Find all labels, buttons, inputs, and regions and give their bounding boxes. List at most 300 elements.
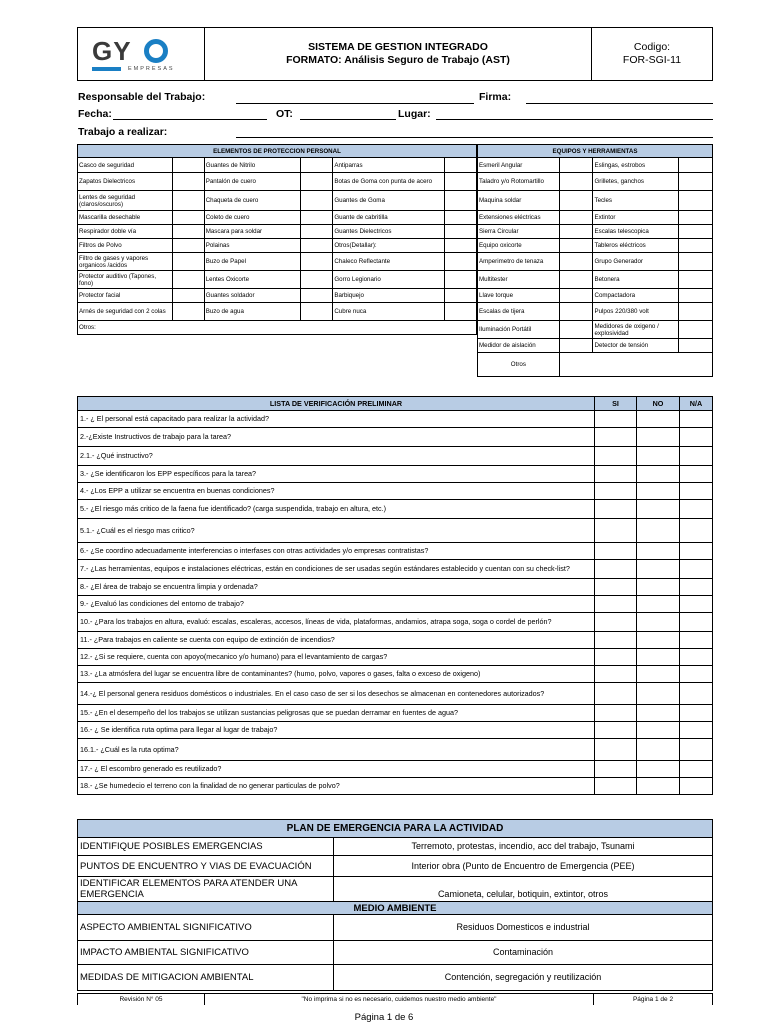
equipos-otros-label: Otros: [478, 353, 560, 377]
checklist-no-box[interactable]: [637, 683, 680, 705]
plan-label: IDENTIFICAR ELEMENTOS PARA ATENDER UNA EMERGENCIA: [78, 877, 334, 902]
checklist-si-box[interactable]: [595, 761, 637, 778]
equipo-check-box[interactable]: [559, 173, 593, 191]
equipo-check-box[interactable]: [679, 225, 713, 239]
plan-title: PLAN DE EMERGENCIA PARA LA ACTIVIDAD: [78, 820, 713, 838]
medio-title-row: [78, 902, 713, 915]
epp-item-label: Mascara para soldar: [204, 225, 301, 239]
equipo-item-label: Grilletes, ganchos: [593, 173, 679, 191]
checklist-question: 18.- ¿Se humedecio el terreno con la finalidad de no generar particulas de polvo?: [78, 778, 595, 795]
epp-check-box[interactable]: [301, 158, 333, 173]
epp-item-label: Cubre nuca: [333, 303, 445, 321]
equipo-item-label: Esmeril Angular: [478, 158, 560, 173]
checklist-row: [78, 519, 713, 543]
equipo-check-box[interactable]: [679, 253, 713, 271]
checklist-na-box[interactable]: [680, 500, 713, 519]
epp-check-box[interactable]: [445, 271, 477, 289]
checklist-row: [78, 778, 713, 795]
epp-check-box[interactable]: [172, 158, 204, 173]
epp-item-label: Lentes Oxicorte: [204, 271, 301, 289]
equipo-item-label: Equipo oxicorte: [478, 239, 560, 253]
epp-item-label: Lentes de seguridad (claros/oscuros): [78, 191, 173, 211]
checklist-na-box[interactable]: [680, 649, 713, 666]
ot-field[interactable]: [300, 119, 396, 120]
checklist-na-box[interactable]: [680, 596, 713, 613]
epp-item-label: Polainas: [204, 239, 301, 253]
epp-row: [78, 253, 477, 271]
epp-item-label: Guantes Dielectricos: [333, 225, 445, 239]
checklist-na-box[interactable]: [680, 705, 713, 722]
equipo-item-label: Betonera: [593, 271, 679, 289]
checklist-na-box[interactable]: [680, 739, 713, 761]
medio-title: MEDIO AMBIENTE: [78, 902, 713, 915]
equipo-item-label: Medidores de oxigeno / explosividad: [593, 321, 679, 339]
checklist-no-box[interactable]: [637, 519, 680, 543]
epp-otros-field[interactable]: Otros:: [78, 321, 477, 335]
checklist-row: [78, 596, 713, 613]
checklist-si-box[interactable]: [595, 649, 637, 666]
epp-item-label: Filtro de gases y vapores organicos /acidos: [78, 253, 173, 271]
plan-label: IDENTIFIQUE POSIBLES EMERGENCIAS: [78, 838, 334, 856]
equipos-row: [478, 225, 713, 239]
medio-row: [78, 965, 713, 991]
epp-row: [78, 225, 477, 239]
checklist-si-box[interactable]: [595, 543, 637, 560]
epp-check-box[interactable]: [301, 303, 333, 321]
checklist-no-box[interactable]: [637, 500, 680, 519]
equipo-check-box[interactable]: [679, 289, 713, 303]
checklist-na-box[interactable]: [680, 683, 713, 705]
ot-label: OT:: [276, 108, 293, 120]
equipos-row: [478, 191, 713, 211]
checklist-na-box[interactable]: [680, 411, 713, 428]
checklist-si-box[interactable]: [595, 500, 637, 519]
epp-title: ELEMENTOS DE PROTECCION PERSONAL: [78, 145, 477, 158]
checklist-na-box[interactable]: [680, 560, 713, 579]
equipo-item-label: Escalas de tijera: [478, 303, 560, 321]
equipo-check-box[interactable]: [559, 253, 593, 271]
checklist-na-box[interactable]: [680, 428, 713, 447]
equipos-row: [478, 173, 713, 191]
checklist-si-box[interactable]: [595, 466, 637, 483]
firma-field[interactable]: [526, 103, 713, 104]
checklist-si-box[interactable]: [595, 613, 637, 632]
equipo-item-label: Medidor de aislación: [478, 339, 560, 353]
epp-check-box[interactable]: [172, 239, 204, 253]
equipo-check-box[interactable]: [559, 225, 593, 239]
checklist-no-box[interactable]: [637, 632, 680, 649]
epp-check-box[interactable]: [301, 271, 333, 289]
epp-item-label: Guantes soldador: [204, 289, 301, 303]
epp-item-label: Protector facial: [78, 289, 173, 303]
checklist-na-box[interactable]: [680, 613, 713, 632]
medio-value: Residuos Domesticos e industrial: [334, 915, 713, 941]
equipo-item-label: Multitester: [478, 271, 560, 289]
equipo-item-label: Tableros eléctricos: [593, 239, 679, 253]
epp-row: [78, 173, 477, 191]
checklist-question: 6.- ¿Se coordino adecuadamente interferencias o interfases con otras actividades y/o empresas contratistas?: [78, 543, 595, 560]
epp-row: [78, 289, 477, 303]
checklist-question: 11.- ¿Para trabajos en caliente se cuenta con equipo de extinción de incendios?: [78, 632, 595, 649]
equipo-check-box[interactable]: [679, 271, 713, 289]
epp-item-label: Guantes de Goma: [333, 191, 445, 211]
checklist-si-box[interactable]: [595, 705, 637, 722]
epp-check-box[interactable]: [172, 225, 204, 239]
equipo-check-box[interactable]: [679, 191, 713, 211]
checklist-si-box[interactable]: [595, 483, 637, 500]
checklist-question: 14.-¿ El personal genera residuos domésticos o industriales. En el caso caso de ser si los desechos se almacenan en contenedores autorizados?: [78, 683, 595, 705]
equipo-check-box[interactable]: [679, 321, 713, 339]
checklist-no-box[interactable]: [637, 778, 680, 795]
checklist-title: LISTA DE VERIFICACIÓN PRELIMINAR: [78, 397, 595, 411]
checklist-no-box[interactable]: [637, 613, 680, 632]
checklist-no-box[interactable]: [637, 543, 680, 560]
checklist-question: 2.1.- ¿Qué instructivo?: [78, 447, 595, 466]
epp-item-label: Barbiquejo: [333, 289, 445, 303]
firma-label: Firma:: [479, 91, 512, 103]
epp-item-label: Botas de Goma con punta de acero: [333, 173, 445, 191]
checklist-question: 13.- ¿La atmósfera del lugar se encuentra libre de contaminantes? (humo, polvo, vapores o gases, falta o exceso de oxigeno): [78, 666, 595, 683]
checklist-si-box[interactable]: [595, 579, 637, 596]
checklist-no-box[interactable]: [637, 447, 680, 466]
epp-check-box[interactable]: [172, 211, 204, 225]
epp-item-label: Zapatos Dielectricos: [78, 173, 173, 191]
trabajo-field[interactable]: [236, 137, 713, 138]
footer-note: "No imprima si no es necesario, cuidemos nuestro medio ambiente": [205, 994, 594, 1005]
checklist-row: [78, 500, 713, 519]
trabajo-label: Trabajo a realizar:: [78, 126, 168, 138]
epp-check-box[interactable]: [301, 225, 333, 239]
checklist-si-box[interactable]: [595, 560, 637, 579]
medio-label: ASPECTO AMBIENTAL SIGNIFICATIVO: [78, 915, 334, 941]
epp-item-label: Buzo de agua: [204, 303, 301, 321]
title-line-2: FORMATO: Análisis Seguro de Trabajo (AST): [286, 54, 510, 66]
equipo-check-box[interactable]: [559, 339, 593, 353]
fecha-field[interactable]: [113, 119, 267, 120]
equipo-item-label: Llave torque: [478, 289, 560, 303]
epp-check-box[interactable]: [301, 191, 333, 211]
checklist-row: [78, 428, 713, 447]
equipos-title: EQUIPOS Y HERRAMIENTAS: [478, 145, 713, 158]
epp-check-box[interactable]: [301, 253, 333, 271]
equipos-row: [478, 211, 713, 225]
checklist-question: 17.- ¿ El escombro generado es reutilizado?: [78, 761, 595, 778]
epp-item-label: Protector auditivo (Tapones, fono): [78, 271, 173, 289]
checklist-row: [78, 447, 713, 466]
page-number: Página 1 de 6: [354, 1012, 414, 1023]
equipo-item-label: Sierra Circular: [478, 225, 560, 239]
checklist-na-box[interactable]: [680, 543, 713, 560]
checklist-si-box[interactable]: [595, 519, 637, 543]
checklist-no-box[interactable]: [637, 649, 680, 666]
equipo-check-box[interactable]: [679, 303, 713, 321]
epp-item-label: Guante de cabritilla: [333, 211, 445, 225]
checklist-no-box[interactable]: [637, 579, 680, 596]
plan-table: [77, 819, 713, 991]
revision-text: Revisión N° 05: [78, 994, 205, 1005]
equipo-item-label: Escalas telescopica: [593, 225, 679, 239]
epp-item-label: Mascarilla desechable: [78, 211, 173, 225]
checklist-no-box[interactable]: [637, 466, 680, 483]
plan-row: [78, 856, 713, 877]
epp-check-box[interactable]: [445, 191, 477, 211]
checklist-row: [78, 739, 713, 761]
logo-ring-icon: [144, 39, 168, 63]
epp-row: [78, 303, 477, 321]
checklist-na-box[interactable]: [680, 519, 713, 543]
checklist-si-box[interactable]: [595, 683, 637, 705]
epp-item-label: Respirador doble vía: [78, 225, 173, 239]
plan-value: Interior obra (Punto de Encuentro de Emergencia (PEE): [334, 856, 713, 877]
checklist-na-box[interactable]: [680, 632, 713, 649]
epp-row: [78, 271, 477, 289]
epp-item-label: Pantalón de cuero: [204, 173, 301, 191]
responsable-label: Responsable del Trabajo:: [78, 91, 206, 103]
epp-item-label: Arnés de seguridad con 2 colas: [78, 303, 173, 321]
epp-check-box[interactable]: [445, 303, 477, 321]
checklist-no-box[interactable]: [637, 705, 680, 722]
equipos-row: [478, 253, 713, 271]
logo-bar: [92, 67, 121, 71]
equipo-item-label: Grupo Generador: [593, 253, 679, 271]
code-label: Codigo:: [633, 41, 671, 53]
lugar-field[interactable]: [436, 119, 713, 120]
equipo-item-label: Extintor: [593, 211, 679, 225]
checklist-question: 10.- ¿Para los trabajos en altura, evaluó: escalas, escaleras, accesos, líneas de vida, plataformas, andamios, atrapa soga, soga o cordel de perlón?: [78, 613, 595, 632]
checklist-si-box[interactable]: [595, 722, 637, 739]
epp-item-label: Casco de seguridad: [78, 158, 173, 173]
responsable-field[interactable]: [236, 103, 474, 104]
equipos-row: [478, 339, 713, 353]
logo-subtitle: EMPRESAS: [128, 66, 175, 72]
equipo-check-box[interactable]: [559, 158, 593, 173]
lugar-label: Lugar:: [398, 108, 431, 120]
company-logo: [78, 28, 205, 80]
medio-label: IMPACTO AMBIENTAL SIGNIFICATIVO: [78, 941, 334, 965]
checklist-si-box[interactable]: [595, 447, 637, 466]
epp-item-label: Coleto de cuero: [204, 211, 301, 225]
checklist-row: [78, 722, 713, 739]
checklist-question: 16.- ¿ Se identifica ruta optima para llegar al lugar de trabajo?: [78, 722, 595, 739]
equipos-row: [478, 289, 713, 303]
checklist-question: 15.- ¿En el desempeño del los trabajos se utilizan sustancias peligrosas que se puedan derramar en fuentes de agua?: [78, 705, 595, 722]
checklist-row: [78, 761, 713, 778]
document-header: [77, 27, 713, 81]
checklist-row: [78, 666, 713, 683]
checklist-na-box[interactable]: [680, 666, 713, 683]
checklist-na-box[interactable]: [680, 483, 713, 500]
footer-page-box: Página 1 de 2: [632, 996, 674, 1003]
equipo-check-box[interactable]: [559, 211, 593, 225]
checklist-no-box[interactable]: [637, 761, 680, 778]
equipo-check-box[interactable]: [559, 321, 593, 339]
checklist-si-box[interactable]: [595, 596, 637, 613]
page-footer: [77, 993, 713, 1005]
checklist-si-box[interactable]: [595, 411, 637, 428]
equipo-item-label: Tecles: [593, 191, 679, 211]
epp-check-box[interactable]: [445, 225, 477, 239]
epp-check-box[interactable]: [445, 289, 477, 303]
equipo-item-label: Detector de tensión: [593, 339, 679, 353]
epp-row: [78, 239, 477, 253]
na-header: N/A: [680, 397, 713, 411]
equipo-check-box[interactable]: [679, 339, 713, 353]
document-code: [592, 28, 712, 80]
epp-item-label: Buzo de Papel: [204, 253, 301, 271]
equipo-item-label: Compactadora: [593, 289, 679, 303]
epp-item-label: Antiparras: [333, 158, 445, 173]
plan-value: Camioneta, celular, botiquin, extintor, otros: [334, 877, 713, 902]
epp-check-box[interactable]: [172, 253, 204, 271]
epp-row: [78, 211, 477, 225]
epp-item-label: Guantes de Nitrilo: [204, 158, 301, 173]
plan-row: [78, 838, 713, 856]
checklist-na-box[interactable]: [680, 447, 713, 466]
checklist-row: [78, 632, 713, 649]
checklist-row: [78, 649, 713, 666]
epp-item-label: Chaqueta de cuero: [204, 191, 301, 211]
checklist-row: [78, 543, 713, 560]
equipo-item-label: Maquina soldar: [478, 191, 560, 211]
checklist-row: [78, 613, 713, 632]
equipo-check-box[interactable]: [559, 239, 593, 253]
checklist-question: 5.1.- ¿Cuál es el riesgo mas critico?: [78, 519, 595, 543]
equipo-check-box[interactable]: [679, 211, 713, 225]
epp-check-box[interactable]: [445, 173, 477, 191]
plan-value: Terremoto, protestas, incendio, acc del trabajo, Tsunami: [334, 838, 713, 856]
medio-row: [78, 915, 713, 941]
equipo-check-box[interactable]: [559, 271, 593, 289]
checklist-no-box[interactable]: [637, 411, 680, 428]
equipos-row: [478, 271, 713, 289]
checklist-row: [78, 411, 713, 428]
checklist-no-box[interactable]: [637, 428, 680, 447]
checklist-si-box[interactable]: [595, 739, 637, 761]
equipos-row: [478, 158, 713, 173]
equipo-item-label: Pulpos 220/380 volt: [593, 303, 679, 321]
epp-item-label: Otros(Detallar):: [333, 239, 445, 253]
medio-label: MEDIDAS DE MITIGACION AMBIENTAL: [78, 965, 334, 991]
checklist-question: 1.- ¿ El personal está capacitado para realizar la actividad?: [78, 411, 595, 428]
epp-row: [78, 158, 477, 173]
checklist-question: 9.- ¿Evaluó las condiciones del entorno de trabajo?: [78, 596, 595, 613]
equipo-item-label: Amperimetro de tenaza: [478, 253, 560, 271]
checklist-si-box[interactable]: [595, 666, 637, 683]
equipo-item-label: Taladro y/o Rotomartillo: [478, 173, 560, 191]
epp-check-box[interactable]: [445, 253, 477, 271]
epp-table: [77, 144, 477, 335]
epp-check-box[interactable]: [301, 289, 333, 303]
checklist-no-box[interactable]: [637, 722, 680, 739]
checklist-na-box[interactable]: [680, 466, 713, 483]
checklist-na-box[interactable]: [680, 579, 713, 596]
equipo-check-box[interactable]: [679, 173, 713, 191]
checklist-row: [78, 705, 713, 722]
checklist-table: [77, 396, 713, 795]
epp-check-box[interactable]: [445, 211, 477, 225]
checklist-si-box[interactable]: [595, 428, 637, 447]
equipo-check-box[interactable]: [559, 303, 593, 321]
checklist-question: 5.- ¿El riesgo más critico de la faena fue identificado? (carga suspendida, trabajo en altura, etc.): [78, 500, 595, 519]
plan-label: PUNTOS DE ENCUENTRO Y VIAS DE EVACUACIÓN: [78, 856, 334, 877]
medio-value: Contaminación: [334, 941, 713, 965]
checklist-no-box[interactable]: [637, 596, 680, 613]
checklist-question: 8.- ¿El área de trabajo se encuentra limpia y ordenada?: [78, 579, 595, 596]
medio-value: Contención, segregación y reutilización: [334, 965, 713, 991]
epp-check-box[interactable]: [172, 289, 204, 303]
epp-check-box[interactable]: [301, 173, 333, 191]
fecha-label: Fecha:: [78, 108, 112, 120]
equipos-otros-row: [478, 353, 713, 377]
checklist-question: 16.1.- ¿Cuál es la ruta optima?: [78, 739, 595, 761]
equipo-check-box[interactable]: [559, 289, 593, 303]
checklist-row: [78, 683, 713, 705]
checklist-row: [78, 483, 713, 500]
checklist-no-box[interactable]: [637, 739, 680, 761]
checklist-question: 7.- ¿Las herramientas, equipos e instalaciones eléctricas, están en condiciones de ser usadas según estándares establecido y cuentan con su check-list?: [78, 560, 595, 579]
document-title: [205, 28, 592, 80]
epp-check-box[interactable]: [172, 271, 204, 289]
checklist-no-box[interactable]: [637, 483, 680, 500]
equipo-item-label: Eslingas, estrobos: [593, 158, 679, 173]
epp-check-box[interactable]: [445, 239, 477, 253]
equipo-item-label: Iluminación Portátil: [478, 321, 560, 339]
checklist-na-box[interactable]: [680, 761, 713, 778]
epp-item-label: Gorro Legionario: [333, 271, 445, 289]
checklist-no-box[interactable]: [637, 666, 680, 683]
epp-otros-row: [78, 321, 477, 335]
checklist-no-box[interactable]: [637, 560, 680, 579]
epp-row: [78, 191, 477, 211]
checklist-question: 12.- ¿Si se requiere, cuenta con apoyo(mecanico y/o humano) para el levantamiento de cargas?: [78, 649, 595, 666]
medio-row: [78, 941, 713, 965]
checklist-na-box[interactable]: [680, 778, 713, 795]
checklist-row: [78, 466, 713, 483]
checklist-si-box[interactable]: [595, 632, 637, 649]
epp-check-box[interactable]: [172, 303, 204, 321]
checklist-row: [78, 579, 713, 596]
plan-row: [78, 877, 713, 902]
no-header: NO: [637, 397, 680, 411]
epp-check-box[interactable]: [301, 211, 333, 225]
equipo-check-box[interactable]: [679, 239, 713, 253]
checklist-question: 4.- ¿Los EPP a utilizar se encuentra en buenas condiciones?: [78, 483, 595, 500]
epp-check-box[interactable]: [172, 191, 204, 211]
equipos-table: [477, 144, 713, 377]
epp-check-box[interactable]: [172, 173, 204, 191]
equipos-otros-field[interactable]: [559, 353, 712, 377]
checklist-si-box[interactable]: [595, 778, 637, 795]
equipo-check-box[interactable]: [679, 158, 713, 173]
checklist-na-box[interactable]: [680, 722, 713, 739]
title-line-1: SISTEMA DE GESTION INTEGRADO: [308, 41, 488, 53]
equipos-row: [478, 239, 713, 253]
checklist-row: [78, 560, 713, 579]
equipos-row: [478, 303, 713, 321]
equipos-row: [478, 321, 713, 339]
equipo-item-label: Extensiones eléctricas: [478, 211, 560, 225]
checklist-question: 3.- ¿Se identificaron los EPP específicos para la tarea?: [78, 466, 595, 483]
si-header: SI: [595, 397, 637, 411]
epp-item-label: Filtros de Polvo: [78, 239, 173, 253]
equipo-check-box[interactable]: [559, 191, 593, 211]
epp-check-box[interactable]: [301, 239, 333, 253]
logo-wordmark: GY: [92, 36, 132, 66]
epp-check-box[interactable]: [445, 158, 477, 173]
epp-item-label: Chaleco Reflectante: [333, 253, 445, 271]
checklist-question: 2.-¿Existe Instructivos de trabajo para la tarea?: [78, 428, 595, 447]
code-value: FOR-SGI-11: [622, 54, 682, 66]
